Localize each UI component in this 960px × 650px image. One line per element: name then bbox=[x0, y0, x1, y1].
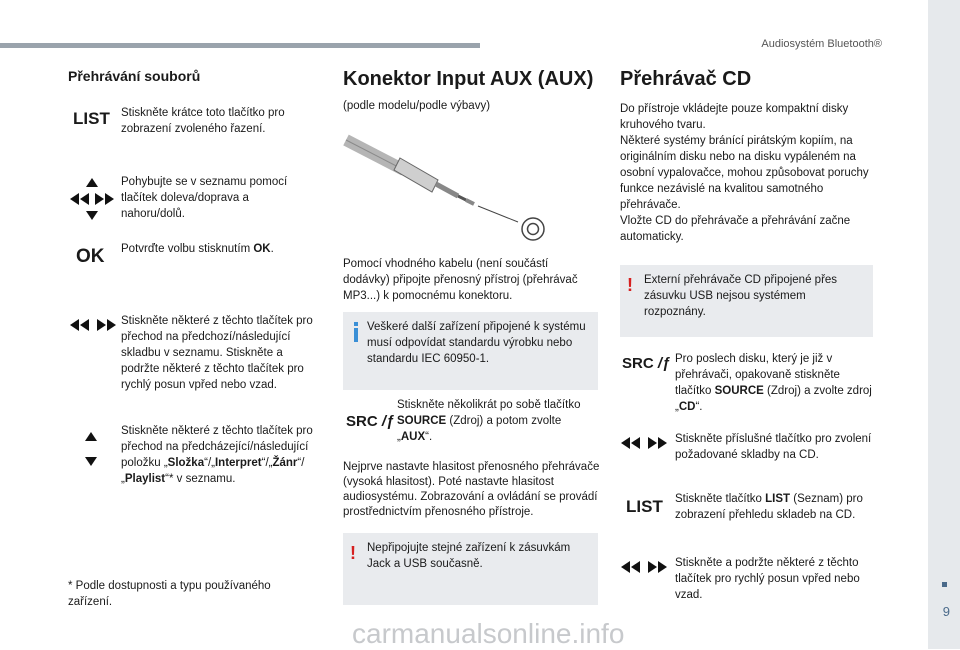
left-lr-text: Stiskněte některé z těchto tlačítek pro přechod na předchozí/následující skladbu v seznamu. Stiskněte a podržte některé z těchto tlačítek pro rychlý posun vpřed nebo vzad. bbox=[121, 315, 313, 391]
right-src-text: Pro poslech disku, který je již v přehrávači, opakovaně stiskněte tlačítko SOURCE (Zdroj) a zvolte zdroj „CD“. bbox=[675, 353, 872, 413]
left-ud-text: Stiskněte některé z těchto tlačítek pro přechod na předcházející/následující položku „Složka“/„Interpret“/„Žánr“/„Playlist“* v seznamu. bbox=[121, 425, 313, 485]
footnote: * Podle dostupnosti a typu používaného zařízení. bbox=[68, 580, 271, 608]
page-number: 9 bbox=[942, 604, 950, 619]
left-right-arrows-icon bbox=[621, 436, 667, 450]
middle-subtitle: (podle modelu/podle výbavy) bbox=[343, 100, 491, 112]
right-heading: Přehrávač CD bbox=[620, 68, 752, 90]
list-key-icon: LIST bbox=[626, 497, 663, 516]
info-note bbox=[343, 312, 598, 390]
right-list-text: Stiskněte tlačítko LIST (Seznam) pro zobrazení přehledu skladeb na CD. bbox=[675, 493, 863, 521]
left-ok-text: Potvrďte volbu stisknutím OK. bbox=[121, 243, 274, 255]
middle-warning-note bbox=[343, 533, 598, 605]
header-title: Audiosystém Bluetooth® bbox=[761, 38, 882, 50]
left-list-text: Stiskněte krátce toto tlačítko pro zobrazení zvoleného řazení. bbox=[121, 107, 285, 135]
warning-icon: ! bbox=[350, 543, 356, 563]
sidebar-strip bbox=[928, 0, 960, 649]
right-warning-text: Externí přehrávače CD připojené přes zásuvku USB nejsou systémem rozpoznány. bbox=[644, 274, 838, 318]
four-way-arrows-icon bbox=[70, 178, 114, 220]
middle-src-text: Stiskněte několikrát po sobě tlačítko SOURCE (Zdroj) a potom zvolte „AUX“. bbox=[397, 399, 581, 443]
left-heading: Přehrávání souborů bbox=[68, 68, 201, 84]
right-lr-text: Stiskněte příslušné tlačítko pro zvolení požadované skladby na CD. bbox=[675, 433, 872, 461]
right-intro-text: Do přístroje vkládejte pouze kompaktní disky kruhového tvaru. Některé systémy bránící pirátským kopiím, na originálním disku nebo na disku vypáleném na osobní vypalovačce, mohou způsobovat poruchy funkce nezávislé na kvalitou samotného přehrávače. Vložte CD do přehrávače a přehrávání začne automaticky. bbox=[620, 103, 869, 243]
left-right-arrows-icon bbox=[70, 318, 116, 332]
middle-warning-text: Nepřipojujte stejné zařízení k zásuvkám Jack a USB současně. bbox=[367, 542, 571, 570]
aux-jack-plug-icon bbox=[340, 122, 555, 247]
warning-icon: ! bbox=[627, 275, 633, 295]
src-key-icon: SRC /ƒ bbox=[622, 355, 671, 372]
watermark: carmanualsonline.info bbox=[352, 618, 625, 649]
fast-forward-rewind-arrows-icon bbox=[621, 560, 667, 574]
right-warning-note bbox=[620, 265, 873, 337]
middle-connect-text: Pomocí vhodného kabelu (není součástí dodávky) připojte přenosný přístroj (přehrávač MP3...) k pomocnému konektoru. bbox=[343, 258, 578, 302]
list-key-icon: LIST bbox=[73, 109, 110, 128]
info-note-text: Veškeré další zařízení připojené k systému musí odpovídat standardu výrobku nebo standardu IEC 60950-1. bbox=[367, 321, 586, 365]
middle-volume-text: Nejprve nastavte hlasitost přenosného přehrávače (vysoká hlasitost). Poté nastavte hlasitost audiosystému. Zobrazování a ovládání se provádí prostřednictvím přenosného přístroje. bbox=[343, 461, 600, 518]
up-down-arrows-icon bbox=[84, 432, 98, 466]
sidebar-marker bbox=[942, 582, 947, 587]
ok-key-icon: OK bbox=[76, 246, 105, 267]
src-key-icon: SRC /ƒ bbox=[346, 413, 395, 430]
header-bar bbox=[0, 43, 480, 48]
left-nav-text: Pohybujte se v seznamu pomocí tlačítek doleva/doprava a nahoru/dolů. bbox=[121, 176, 288, 220]
middle-heading: Konektor Input AUX (AUX) bbox=[343, 68, 594, 90]
info-icon bbox=[352, 322, 360, 342]
right-ff-text: Stiskněte a podržte některé z těchto tlačítek pro rychlý posun vpřed nebo vzad. bbox=[675, 557, 860, 601]
